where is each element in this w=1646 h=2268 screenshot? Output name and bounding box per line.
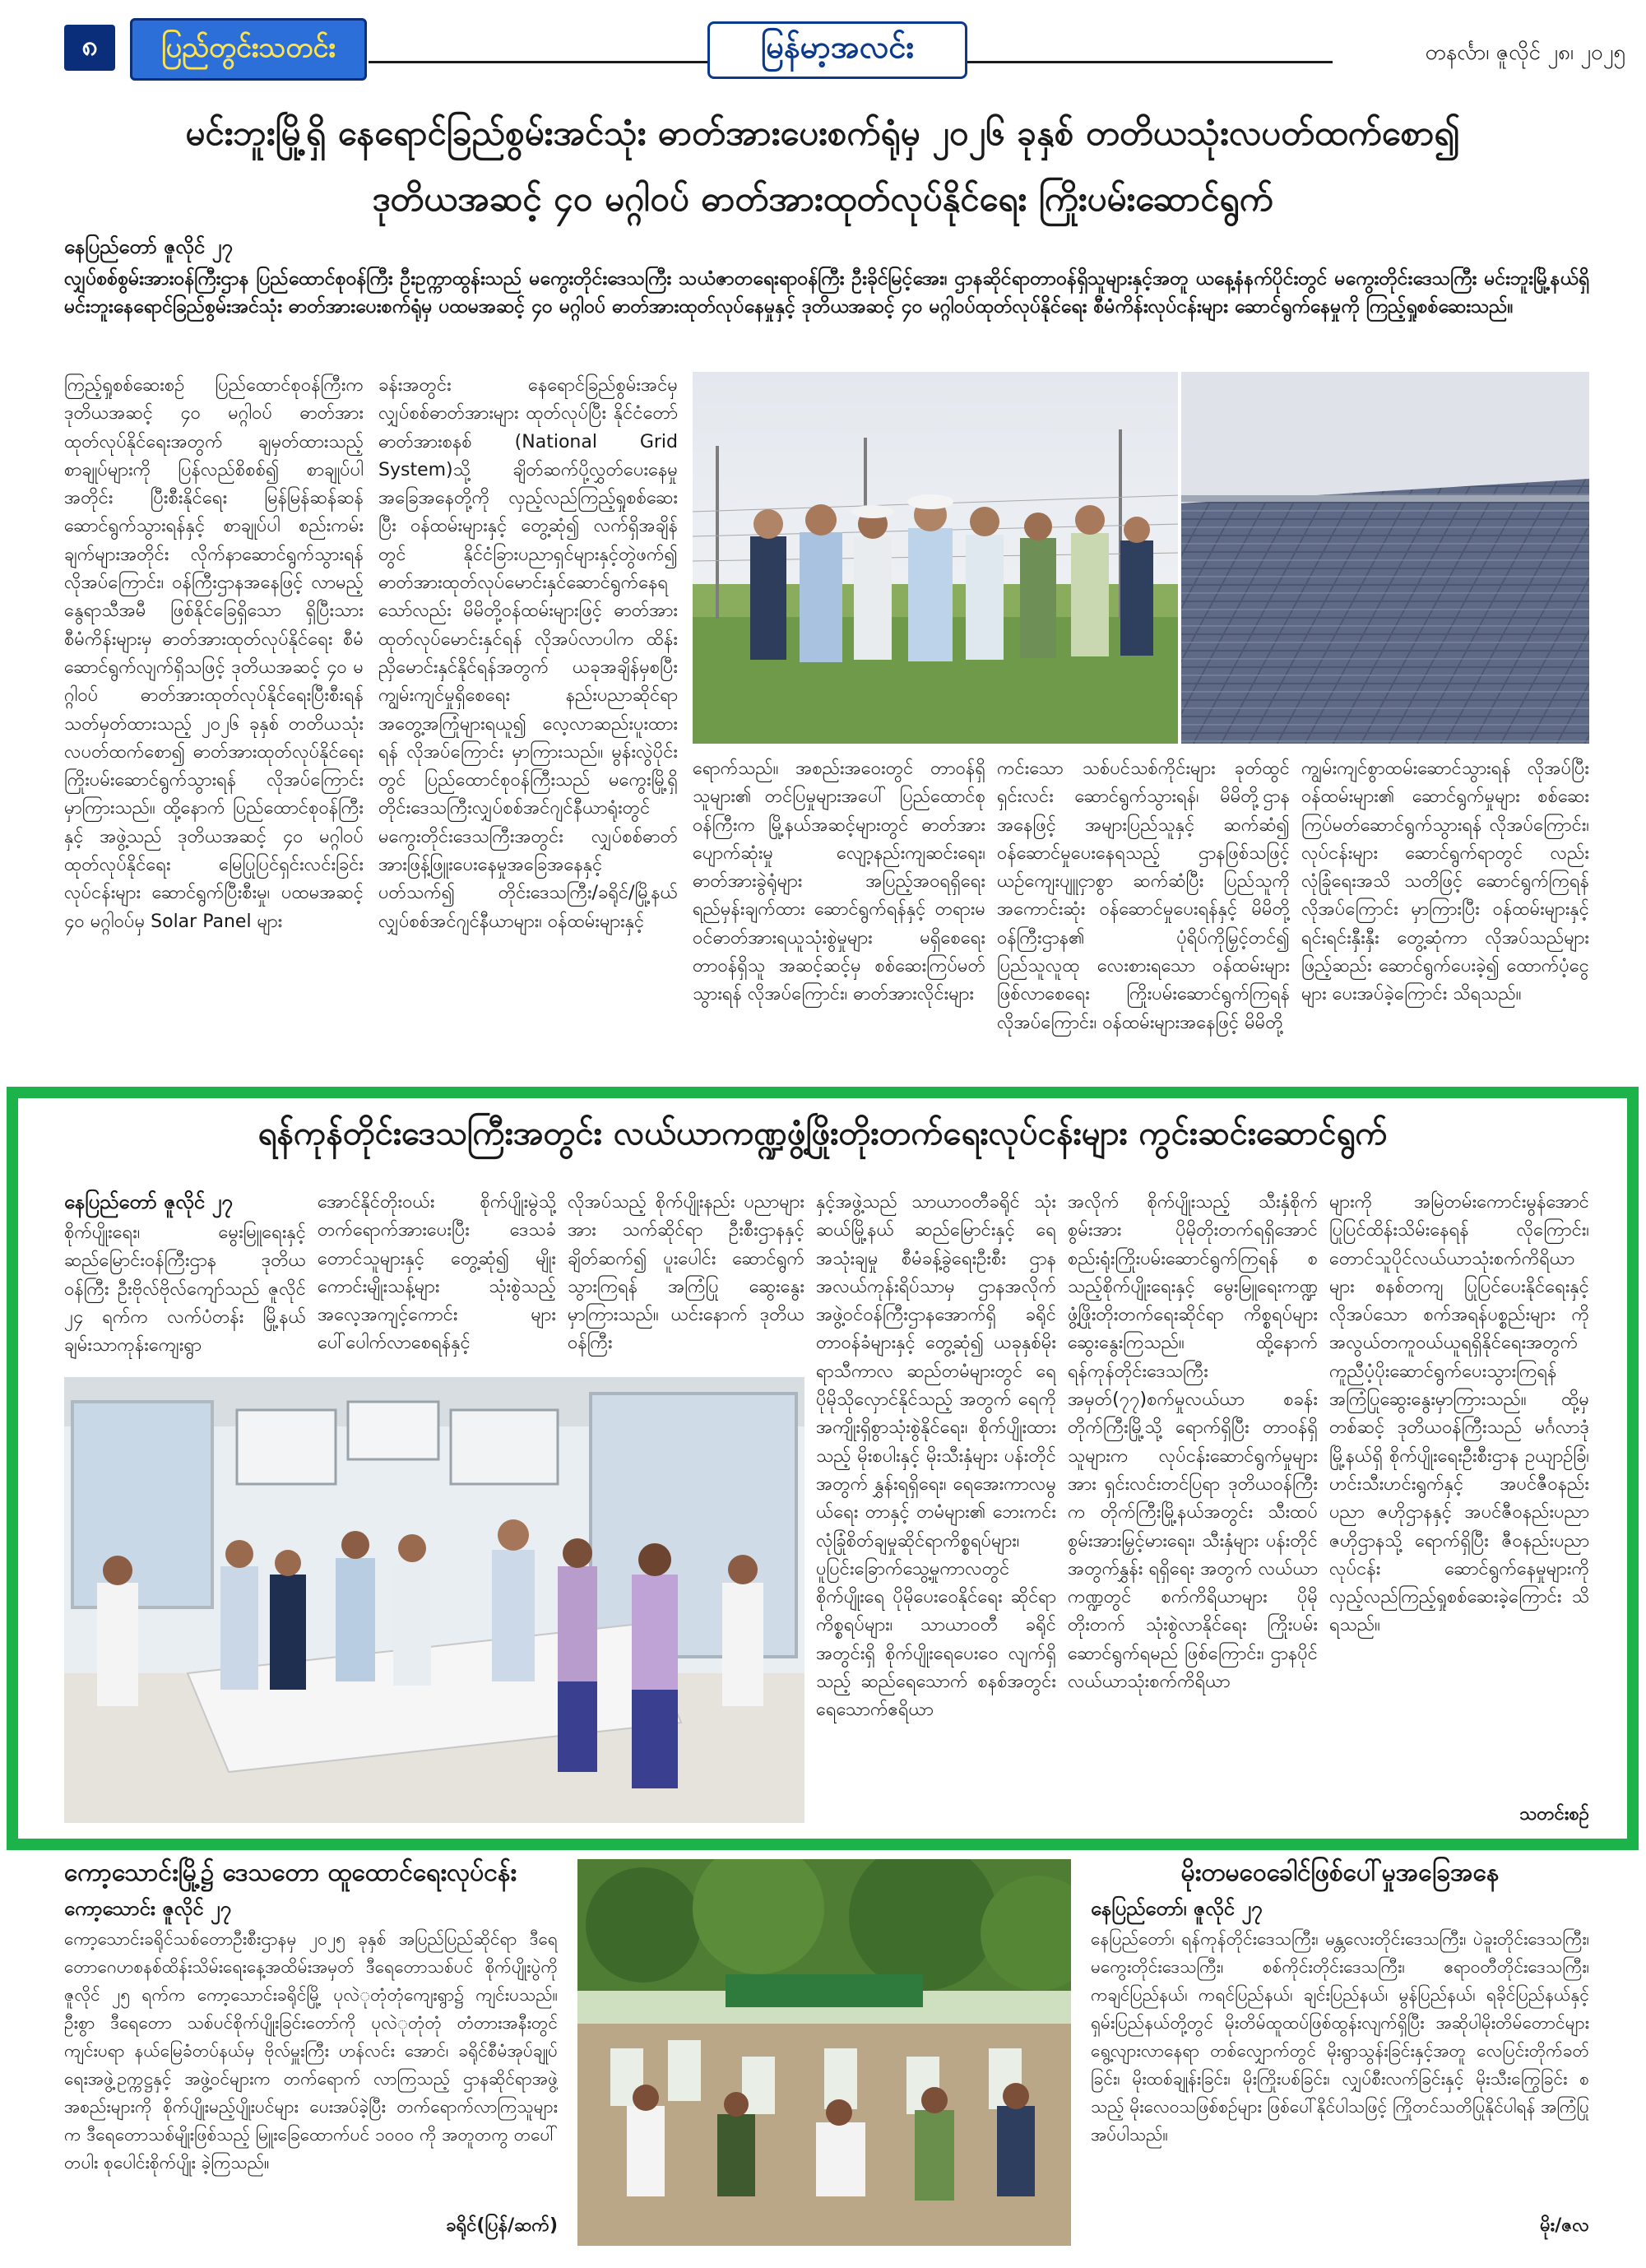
agriculture-headline: ရန်ကုန်တိုင်းဒေသကြီးအတွင်း လယ်ယာကဏ္ဍဖွံ့ဖြိုးတိုးတက်ရေးလုပ်ငန်းများ ကွင်းဆင်းဆောင်ရွက် (257, 1115, 1388, 1153)
lead-column-3: ရောက်သည်။ အစည်းအဝေးတွင် တာဝန်ရှိသူများ၏ တင်ပြမှုများအပေါ် ပြည်ထောင်စုဝန်ကြီးက မြို့နယ်အဆင့်များတွင် ဓာတ်အားပျောက်ဆုံးမှု လျော့နည်းကျဆင်းရေး၊ ဓာတ်အားခွဲရုံများ အပြည့်အဝရရှိရေး ရည်မှန်းချက်ထား ဆောင်ရွက်ရန်နှင့် တရားမဝင်ဓာတ်အားရယူသုံးစွဲမှုများ မရှိစေရေး တာဝန်ရှိသူ အဆင့်ဆင့်မှ စစ်ဆေးကြပ်မတ်သွားရန် လိုအပ်ကြောင်း၊ ဓာတ်အားလိုင်းများ (693, 758, 985, 1005)
bottom-left-headline: ကော့သောင်းမြို့၌ ဒေသတော ထူထောင်ရေးလုပ်ငန်း (64, 1858, 517, 1887)
bottom-left-byline: ခရိုင်(ပြန်/ဆက်) (446, 2215, 558, 2236)
lead-column-5: ကျွမ်းကျင်စွာထမ်းဆောင်သွားရန် လိုအပ်ပြီး ဝန်ထမ်းများ၏ ဆောင်ရွက်မှုများ စစ်ဆေးကြပ်မတ်ဆောင်ရွက်သွားရန် လိုအပ်ကြောင်း၊ လုပ်ငန်းများ ဆောင်ရွက်ရာတွင် လည်း လုံခြုံရေးအသိ သတိဖြင့် ဆောင်ရွက်ကြရန် လိုအပ်ကြောင်း မှာကြားပြီး ဝန်ထမ်းများနှင့် ရင်းရင်းနှီးနှီး တွေ့ဆုံကာ လိုအပ်သည်များ ဖြည့်ဆည်း ဆောင်ရွက်ပေးခဲ့၍ ထောက်ပံ့ငွေများ ပေးအပ်ခဲ့ကြောင်း သိရသည်။ (1301, 758, 1589, 1005)
lead-column-1: ကြည့်ရှုစစ်ဆေးစဉ် ပြည်ထောင်စုဝန်ကြီးက ဒုတိယအဆင့် ၄၀ မဂ္ဂါဝပ် ဓာတ်အား ထုတ်လုပ်နိုင်ရေးအတွက် ချမှတ်ထားသည့်စာချုပ်များကို ပြန်လည်စိစစ်၍ စာချုပ်ပါအတိုင်း ပြီးစီးနိုင်ရေး မြန်မြန်ဆန်ဆန် ဆောင်ရွက်သွားရန်နှင့် စာချုပ်ပါ စည်းကမ်းချက်များအတိုင်း လိုက်နာဆောင်ရွက်သွားရန် လိုအပ်ကြောင်း၊ ဝန်ကြီးဌာနအနေဖြင့် လာမည့် နွေရာသီအမီ ဖြစ်နိုင်ခြေရှိသော ရှိပြီးသား စီမံကိန်းများမှ ဓာတ်အားထုတ်လုပ်နိုင်ရေး စီမံဆောင်ရွက်လျက်ရှိသဖြင့် ဒုတိယအဆင့် ၄၀ မဂ္ဂါဝပ် ဓာတ်အားထုတ်လုပ်နိုင်ရေးပြီးစီးရန် သတ်မှတ်ထားသည့် ၂၀၂၆ ခုနှစ် တတိယသုံးလပတ်ထက်စော၍ ဓာတ်အားထုတ်လုပ်နိုင်ရေး ကြိုးပမ်းဆောင်ရွက်သွားရန် လိုအပ်ကြောင်း မှာကြားသည်။ ထို့နောက် ပြည်ထောင်စုဝန်ကြီးနှင့် အဖွဲ့သည် ဒုတိယအဆင့် ၄၀ မဂ္ဂါဝပ် ထုတ်လုပ်နိုင်ရေး မြေပြုပြင်ရှင်းလင်းခြင်း လုပ်ငန်းများ ဆောင်ရွက်ပြီးစီးမှု၊ ပထမအဆင့် ၄၀ မဂ္ဂါဝပ်မှ Solar Panel များ (64, 375, 364, 932)
agriculture-dateline: နေပြည်တော် ဇူလိုင် ၂၇ (64, 1190, 233, 1213)
lead-column-2: ခန်းအတွင်း နေရောင်ခြည်စွမ်းအင်မှ လျှပ်စစ်ဓာတ်အားများ ထုတ်လုပ်ပြီး နိုင်ငံတော်ဓာတ်အားစနစ် (National Grid System)သို့ ချိတ်ဆက်ပို့လွှတ်ပေးနေမှုအခြေအနေတို့ကို လှည့်လည်ကြည့်ရှုစစ်ဆေးပြီး ဝန်ထမ်းများနှင့် တွေ့ဆုံ၍ လက်ရှိအချိန်တွင် နိုင်ငံခြားပညာရှင်များနှင့်တွဲဖက်၍ ဓာတ်အားထုတ်လုပ်မောင်းနှင်ဆောင်ရွက်နေရသော်လည်း မိမိတို့ဝန်ထမ်းများဖြင့် ဓာတ်အားထုတ်လုပ်မောင်းနှင်ရန် လိုအပ်လာပါက ထိန်းညှိမောင်းနှင်နိုင်ရန်အတွက် ယခုအချိန်မှစပြီး ကျွမ်းကျင်မှုရှိစေရေး နည်းပညာဆိုင်ရာ အတွေ့အကြုံများရယူ၍ လေ့လာဆည်းပူးထားရန် လိုအပ်ကြောင်း မှာကြားသည်။ မွန်းလွဲပိုင်းတွင် ပြည်ထောင်စုဝန်ကြီးသည် မကွေးမြို့ရှိ တိုင်းဒေသကြီးလျှပ်စစ်အင်ဂျင်နီယာရုံးတွင် မကွေးတိုင်းဒေသကြီးအတွင်း လျှပ်စစ်ဓာတ်အားဖြန့်ဖြူးပေးနေမှုအခြေအနေနှင့် ပတ်သက်၍ တိုင်းဒေသကြီး/ခရိုင်/မြို့နယ် လျှပ်စစ်အင်ဂျင်နီယာများ၊ ဝန်ထမ်းများနှင့် (378, 375, 678, 932)
agriculture-column-1: စိုက်ပျိုးရေး၊ မွေးမြူရေးနှင့် ဆည်မြောင်းဝန်ကြီးဌာန ဒုတိယဝန်ကြီး ဦးဗိုလ်ဗိုလ်ကျော်သည် ဇူလိုင် ၂၄ ရက်က လက်ပံတန်း မြို့နယ် ချမ်းသာကုန်းကျေးရွာ (64, 1222, 306, 1357)
agriculture-column-6: များကို အမြဲတမ်းကောင်းမွန်အောင် ပြုပြင်ထိန်းသိမ်းနေရန် လိုကြောင်း၊ တောင်သူပိုင်လယ်ယာသုံးစက်ကိရိယာများ စနစ်တကျ ပြုပြင်ပေးနိုင်ရေးနှင့် လိုအပ်သော စက်အရန်ပစ္စည်းများ ကို အလွယ်တကူဝယ်ယူရရှိနိုင်ရေးအတွက် ကူညီပံ့ပိုးဆောင်ရွက်ပေးသွားကြရန် အကြံပြုဆွေးနွေးမှာကြားသည်။ ထို့မှတစ်ဆင့် ဒုတိယဝန်ကြီးသည် မင်္ဂလာဒုံမြို့နယ်ရှိ စိုက်ပျိုးရေးဦးစီးဌာန ဥယျာဉ်ခြံ၊ ဟင်းသီးဟင်းရွက်နှင့် အပင်ဇီဝနည်းပညာ ဇဟိုဌာနနှင့် အပင်ဇီဝနည်းပညာ ဇဟိုဌာနသို့ ရောက်ရှိပြီး ဇီဝနည်းပညာလုပ်ငန်း ဆောင်ရွက်နေမှုများကို လှည့်လည်ကြည့်ရှုစစ်ဆေးခဲ့ကြောင်း သိရသည်။ (1329, 1192, 1589, 1636)
issue-date: တနင်္လာ၊ ဇူလိုင် ၂၈၊ ၂၀၂၅ (1333, 38, 1625, 70)
bottom-left-dateline: ကော့သောင်း ဇူလိုင် ၂၇ (64, 1897, 232, 1920)
solar-plant-visit-photo (693, 372, 1589, 744)
tree-planting-illustration (577, 1859, 1071, 2246)
newspaper-logo: မြန်မာ့အလင်း (707, 21, 967, 79)
tree-planting-photo (577, 1859, 1071, 2246)
lead-headline-line1: မင်းဘူးမြို့ရှိ နေရောင်ခြည်စွမ်းအင်သုံး ဓာတ်အားပေးစက်ရုံမှ ၂၀၂၆ ခုနှစ် တတိယသုံးလပတ်ထက်စော၍ (185, 113, 1460, 153)
agriculture-column-5: အလိုက် စိုက်ပျိုးသည့် သီးနှံစိုက် စွမ်းအား ပိုမိုတိုးတက်ရရှိအောင် စည်းရုံးကြိုးပမ်းဆောင်ရွက်ကြရန် စသည့်စိုက်ပျိုးရေးနှင့် မွေးမြူရေးကဏ္ဍဖွံ့ဖြိုးတိုးတက်ရေးဆိုင်ရာ ကိစ္စရပ်များ ဆွေးနွေးကြသည်။ ထို့နောက် ရန်ကုန်တိုင်းဒေသကြီး အမှတ်(၇၇)စက်မှုလယ်ယာ စခန်း တိုက်ကြီးမြို့သို့ ရောက်ရှိပြီး တာဝန်ရှိသူများက လုပ်ငန်းဆောင်ရွက်မှုများအား ရှင်းလင်းတင်ပြရာ ဒုတိယဝန်ကြီးက တိုက်ကြီးမြို့နယ်အတွင်း သီးထပ်စွမ်းအားမြှင့်မားရေး၊ သီးနှံများ ပန်းတိုင်အတွက်နွှန်း ရရှိရေး အတွက် လယ်ယာကဏ္ဍတွင် စက်ကိရိယာများ ပိုမိုတိုးတက် သုံးစွဲလာနိုင်ရေး ကြိုးပမ်း ဆောင်ရွက်ရမည် ဖြစ်ကြောင်း၊ ဌာနပိုင်လယ်ယာသုံးစက်ကိရိယာ (1068, 1192, 1318, 1693)
agriculture-column-2: အောင်နိုင်တိုးဝယ်း စိုက်ပျိုးမွဲသို့ တက်ရောက်အားပေးပြီး ဒေသခံ တောင်သူများနှင့် တွေ့ဆုံ၍ မျိုးကောင်းမျိုးသန့်များ သုံးစွဲသည့် အလေ့အကျင့်ကောင်း များ ပေါ်ပေါက်လာစေရန်နှင့် (318, 1192, 556, 1354)
bottom-right-byline: မိုး/ဇလ (1540, 2215, 1589, 2236)
solar-plant-photo-illustration (693, 372, 1589, 744)
agriculture-column-3: လိုအပ်သည့် စိုက်ပျိုးနည်း ပညာများအား သက်ဆိုင်ရာ ဦးစီးဌာနနှင့်ချိတ်ဆက်၍ ပူးပေါင်း ဆောင်ရွက်သွားကြရန် အကြံပြု ဆွေးနွေးမှာကြားသည်။ ယင်းနောက် ဒုတိယဝန်ကြီး (568, 1192, 804, 1354)
lead-headline-line2: ဒုတိယအဆင့် ၄၀ မဂ္ဂါဝပ် ဓာတ်အားထုတ်လုပ်နိုင်ရေး ကြိုးပမ်းဆောင်ရွက် (372, 179, 1273, 219)
lead-paragraph: လျှပ်စစ်စွမ်းအားဝန်ကြီးဌာန ပြည်ထောင်စုဝန်ကြီး ဦးဥက္ကာထွန်းသည် မကွေးတိုင်းဒေသကြီး သယံဇာတရေးရာဝန်ကြီး ဦးခိုင်မြင့်အေး၊ ဌာနဆိုင်ရာတာဝန်ရှိသူများနှင့်အတူ ယနေ့နံနက်ပိုင်းတွင် မကွေးတိုင်းဒေသကြီး မင်းဘူးမြို့နယ်ရှိ မင်းဘူးနေရောင်ခြည်စွမ်းအင်သုံး ဓာတ်အားပေးစက်ရုံမှ ပထမအဆင့် ၄၀ မဂ္ဂါဝပ် ဓာတ်အားထုတ်လုပ်နေမှုနှင့် ဒုတိယအဆင့် ၄၀ မဂ္ဂါဝပ်ထုတ်လုပ်နိုင်ရေး စီမံကိန်းလုပ်ငန်းများ ဆောင်ရွက်နေမှုကို ကြည့်ရှုစစ်ဆေးသည်။ (64, 268, 1589, 318)
bottom-right-headline: မိုးတမဝေခေါင်ဖြစ်ပေါ်မှုအခြေအနေ (1180, 1858, 1500, 1887)
lab-photo-illustration (64, 1377, 804, 1823)
bottom-right-dateline: နေပြည်တော်၊ ဇူလိုင် ၂၇ (1091, 1897, 1263, 1920)
bottom-left-body: ကော့သောင်းခရိုင်သစ်တောဦးစီးဌာနမှ ၂၀၂၅ ခုနှစ် အပြည်ပြည်ဆိုင်ရာ ဒီရေတောဂေဟစနစ်ထိန်းသိမ်းရေးနေ့အထိမ်းအမှတ် ဒီရေတောသစ်ပင် စိုက်ပျိုးပွဲကို ဇူလိုင် ၂၅ ရက်က ကော့သောင်းခရိုင်မြို့ ပုလဲုတုံတုံကျေးရွာ၌ ကျင်းပသည်။ ဦးစွာ ဒီရေတော သစ်ပင်စိုက်ပျိုးခြင်းတော်ကို ပုလဲုတုံတုံ တံတားအနီးတွင် ကျင်းပရာ နယ်မြေခံတပ်နယ်မှ ဗိုလ်မှူးကြီး ဟန်လင်း အောင်၊ ခရိုင်စီမံအုပ်ချုပ်ရေးအဖွဲ့ဥက္ကဋ္ဌနှင့် အဖွဲ့ဝင်များက တက်ရောက် လာကြသည့် ဌာနဆိုင်ရာအဖွဲ့အစည်းများကို စိုက်ပျိုးမည့်ပျိုးပင်များ ပေးအပ်ခဲ့ပြီး တက်ရောက်လာကြသူများက ဒီရေတောသစ်မျိုးဖြစ်သည့် မြူးခြေထောက်ပင် ၁၀၀၀ ကို အတူတကွ တပေါ်တပါး စုပေါင်းစိုက်ပျိုး ခဲ့ကြသည်။ (64, 1929, 558, 2173)
agriculture-column-4: နှင့်အဖွဲ့သည် သာယာဝတီခရိုင် သုံးဆယ်မြို့နယ် ဆည်မြောင်းနှင့် ရေအသုံးချမှု စီမံခန့်ခွဲရေးဦးစီး ဌာန အလယ်ကုန်းရိပ်သာမှ ဌာနအလိုက်အဖွဲ့ဝင်ဝန်ကြီးဌာနအောက်ရှိ ခရိုင်တာဝန်ခံများနှင့် တွေ့ဆုံ၍ ယခုနှစ်မိုးရာသီကာလ ဆည်တမံများတွင် ရေပိုမိုသိုလှောင်နိုင်သည့် အတွက် ရေကို အကျိုးရှိစွာသုံးစွဲနိုင်ရေး၊ စိုက်ပျိုးထားသည့် မိုးစပါးနှင့် မိုးသီးနှံများ ပန်းတိုင်အတွက် နွှန်းရရှိရေး၊ ရေအေးကာလမွယ်ရေး တာနှင့် တမံများ၏ ဘေးကင်းလုံခြုံစိတ်ချမှုဆိုင်ရာကိစ္စရပ်များ၊ ပူပြင်းခြောက်သွေ့မှုကာလတွင် စိုက်ပျိုးရေ ပိုမိုပေးဝေနိုင်ရေး ဆိုင်ရာကိစ္စရပ်များ၊ သာယာဝတီ ခရိုင်အတွင်းရှိ စိုက်ပျိုးရေပေးဝေ လျက်ရှိသည့် ဆည်ရေသောက် စနစ်အတွင်း ရေသောက်ဧရိယာ (816, 1192, 1056, 1721)
lead-column-4: ကင်းသော သစ်ပင်သစ်ကိုင်းများ ခုတ်ထွင်ရှင်းလင်း ဆောင်ရွက်သွားရန်၊ မိမိတို့ဌာနအနေဖြင့် အများပြည်သူနှင့် ဆက်ဆံ၍ ဝန်ဆောင်မှုပေးနေရသည့် ဌာနဖြစ်သဖြင့် ယဉ်ကျေးပျူငှာစွာ ဆက်ဆံပြီး ပြည်သူကို အကောင်းဆုံး ဝန်ဆောင်မှုပေးရန်နှင့် မိမိတို့ဝန်ကြီးဌာန၏ ပုံရိပ်ကိုမြှင့်တင်၍ ပြည်သူလူထု လေးစားရသော ဝန်ထမ်းများဖြစ်လာစေရေး ကြိုးပမ်းဆောင်ရွက်ကြရန် လိုအပ်ကြောင်း၊ ဝန်ထမ်းများအနေဖြင့် မိမိတို့ (997, 758, 1290, 1033)
bottom-right-body: နေပြည်တော်၊ ရန်ကုန်တိုင်းဒေသကြီး၊ မန္တလေးတိုင်းဒေသကြီး၊ ပဲခူးတိုင်းဒေသကြီး၊ မကွေးတိုင်းဒေသကြီး၊ စစ်ကိုင်းတိုင်းဒေသကြီး၊ ဧရာဝတီတိုင်းဒေသကြီး၊ ကချင်ပြည်နယ်၊ ကရင်ပြည်နယ်၊ ချင်းပြည်နယ်၊ မွန်ပြည်နယ်၊ ရခိုင်ပြည်နယ်နှင့် ရှမ်းပြည်နယ်တို့တွင် မိုးတိမ်ထူထပ်ဖြစ်ထွန်းလျက်ရှိပြီး အဆိုပါမိုးတိမ်တောင်များ ရွေ့လျားလာနေရာ တစ်လျှောက်တွင် မိုးရွာသွန်းခြင်းနှင့်အတူ လေပြင်းတိုက်ခတ်ခြင်း၊ မိုးထစ်ချုန်းခြင်း၊ မိုးကြိုးပစ်ခြင်း၊ လျှပ်စီးလက်ခြင်းနှင့် မိုးသီးကြွေခြင်း စသည့် မိုးလေဝသဖြစ်စဉ်များ ဖြစ်ပေါ်နိုင်ပါသဖြင့် ကြိုတင်သတိပြုနိုင်ပါရန် အကြံပြုအပ်ပါသည်။ (1091, 1929, 1589, 2145)
section-label: ပြည်တွင်းသတင်း (130, 18, 367, 81)
lead-dateline: နေပြည်တော် ဇူလိုင် ၂၇ (64, 235, 233, 258)
lab-visit-photo (64, 1377, 804, 1823)
page-number: ၈ (64, 25, 115, 71)
agriculture-byline: သတင်းစဉ် (1518, 1804, 1589, 1825)
